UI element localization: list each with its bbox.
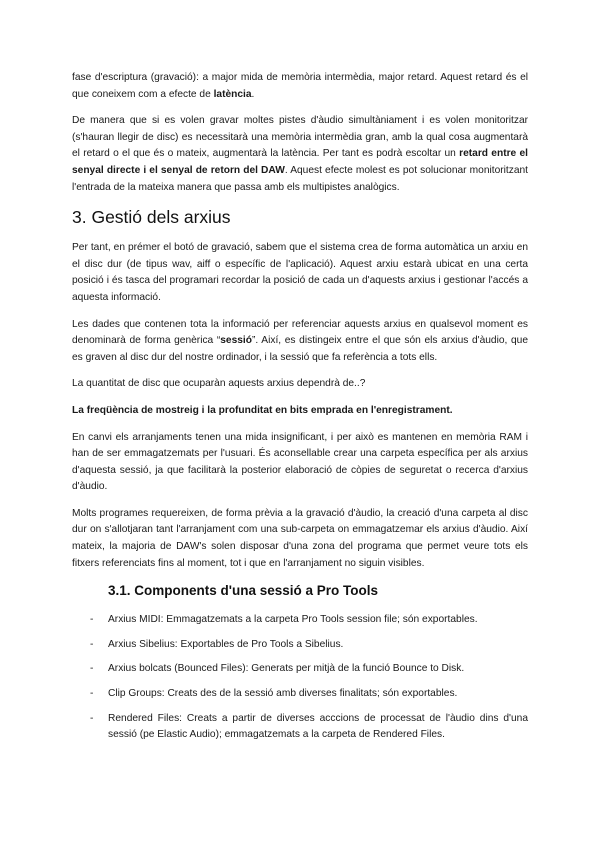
list-item-text: Arxius Sibelius: Exportables de Pro Tools a Sibelius. bbox=[108, 638, 344, 650]
paragraph-arrangements: En canvi els arranjaments tenen una mida insignificant, i per això es mantenen en memòria RAM i han de ser emmagatzemats per l'usuari. És aconsellable crear una carpeta específica per als arxius d'aquesta sessió, ja que facilitarà la posterior elaboració de còpies de seguretat o recerca d'arxius d'àudio. bbox=[72, 431, 528, 493]
list-item-text: Clip Groups: Creats des de la sessió amb diverses finalitats; són exportables. bbox=[108, 688, 458, 700]
paragraph-answer bbox=[72, 403, 528, 420]
paragraph-question: La quantitat de disc que ocuparàn aquests arxius dependrà de..? bbox=[72, 378, 366, 390]
list-item bbox=[72, 686, 528, 703]
list-item bbox=[72, 612, 528, 629]
bullet-dash: - bbox=[90, 712, 94, 724]
paragraph-programs: Molts programes requereixen, de forma prèvia a la gravació d'àudio, la creació d'una carpeta al disc dur on s'allotjaran tant l'arranjament com una sub-carpeta on emmagatzemar els arxius d'àudio. Així mateix, la majoria de DAW's solen disposar d'una zona del programa que permet veure tots els fitxers referenciats fins al moment, tot i que en l'arranjament no siguin visibles. bbox=[72, 507, 528, 569]
text: . bbox=[251, 88, 255, 100]
list-item-text: Rendered Files: Creats a partir de diverses acccions de processat de l'àudio dins d'una sessió (pe Elastic Audio); emmagatzemats a la carpeta de Rendered Files. bbox=[108, 712, 528, 741]
text: fase d'escriptura (gravació): a major mida de memòria intermèdia, major retard. Aquest retard és el que coneixem com a efecte de bbox=[72, 72, 528, 100]
bold-term-session: sessió bbox=[220, 335, 252, 347]
text: ”. Així, es distingeix entre el que són els arxius d'àudio, que es graven al disc dur del nostre ordinador, i la sessió que fa referència a tots ells. bbox=[72, 335, 528, 363]
paragraph-monitoring bbox=[72, 113, 528, 196]
paragraph-session bbox=[72, 317, 528, 367]
bullet-dash: - bbox=[90, 688, 94, 700]
paragraph-record-button: Per tant, en prémer el botó de gravació, sabem que el sistema crea de forma automàtica un arxiu en el disc dur (de tipus wav, aiff o específic de l'aplicació). Aquest arxiu estarà ubicat en una certa posició i és tasca del programari recordar la posició de cada un d'aquests arxius i gestionar l'accés a aquesta informació. bbox=[72, 242, 528, 303]
bullet-dash: - bbox=[90, 614, 94, 626]
text: . Aquest efecte molest es pot solucionar monitoritzant l'entrada de la mateixa manera que passa amb els multipistes analògics. bbox=[72, 164, 528, 193]
subsection-heading-3-1: 3.1. Components d'una sessió a Pro Tools bbox=[108, 583, 379, 599]
document-page bbox=[72, 70, 528, 752]
list-item-text: Arxius MIDI: Emmagatzemats a la carpeta Pro Tools session file; són exportables. bbox=[108, 614, 478, 626]
bullet-dash: - bbox=[90, 663, 94, 675]
components-list bbox=[72, 612, 528, 744]
bullet-dash: - bbox=[90, 638, 94, 650]
paragraph-latency bbox=[72, 70, 528, 103]
list-item-text: Arxius bolcats (Bounced Files): Generats per mitjà de la funció Bounce to Disk. bbox=[108, 663, 465, 675]
list-item bbox=[72, 661, 528, 678]
bold-term-latency: latència bbox=[213, 88, 252, 100]
text: Les dades que contenen tota la informació per referenciar aquests arxius en qualsevol moment es denominarà de forma genèrica “ bbox=[72, 318, 528, 347]
list-item bbox=[72, 637, 528, 654]
bold-answer: La freqüència de mostreig i la profunditat en bits emprada en l'enregistrament. bbox=[72, 404, 453, 416]
bold-term-delay: retard entre el senyal directe i el senyal de retorn del DAW bbox=[72, 148, 528, 176]
list-item bbox=[72, 711, 528, 744]
text: De manera que si es volen gravar moltes pistes d'àudio simultàniament i es volen monitoritzar (s'hauran llegir de disc) es necessitarà una memòria intermèdia gran, amb la qual cosa augmentarà el retard o el que és o mateix, augmentarà la latència. Per tant es podrà escoltar un bbox=[72, 115, 528, 160]
section-heading-3: 3. Gestió dels arxius bbox=[72, 207, 231, 228]
